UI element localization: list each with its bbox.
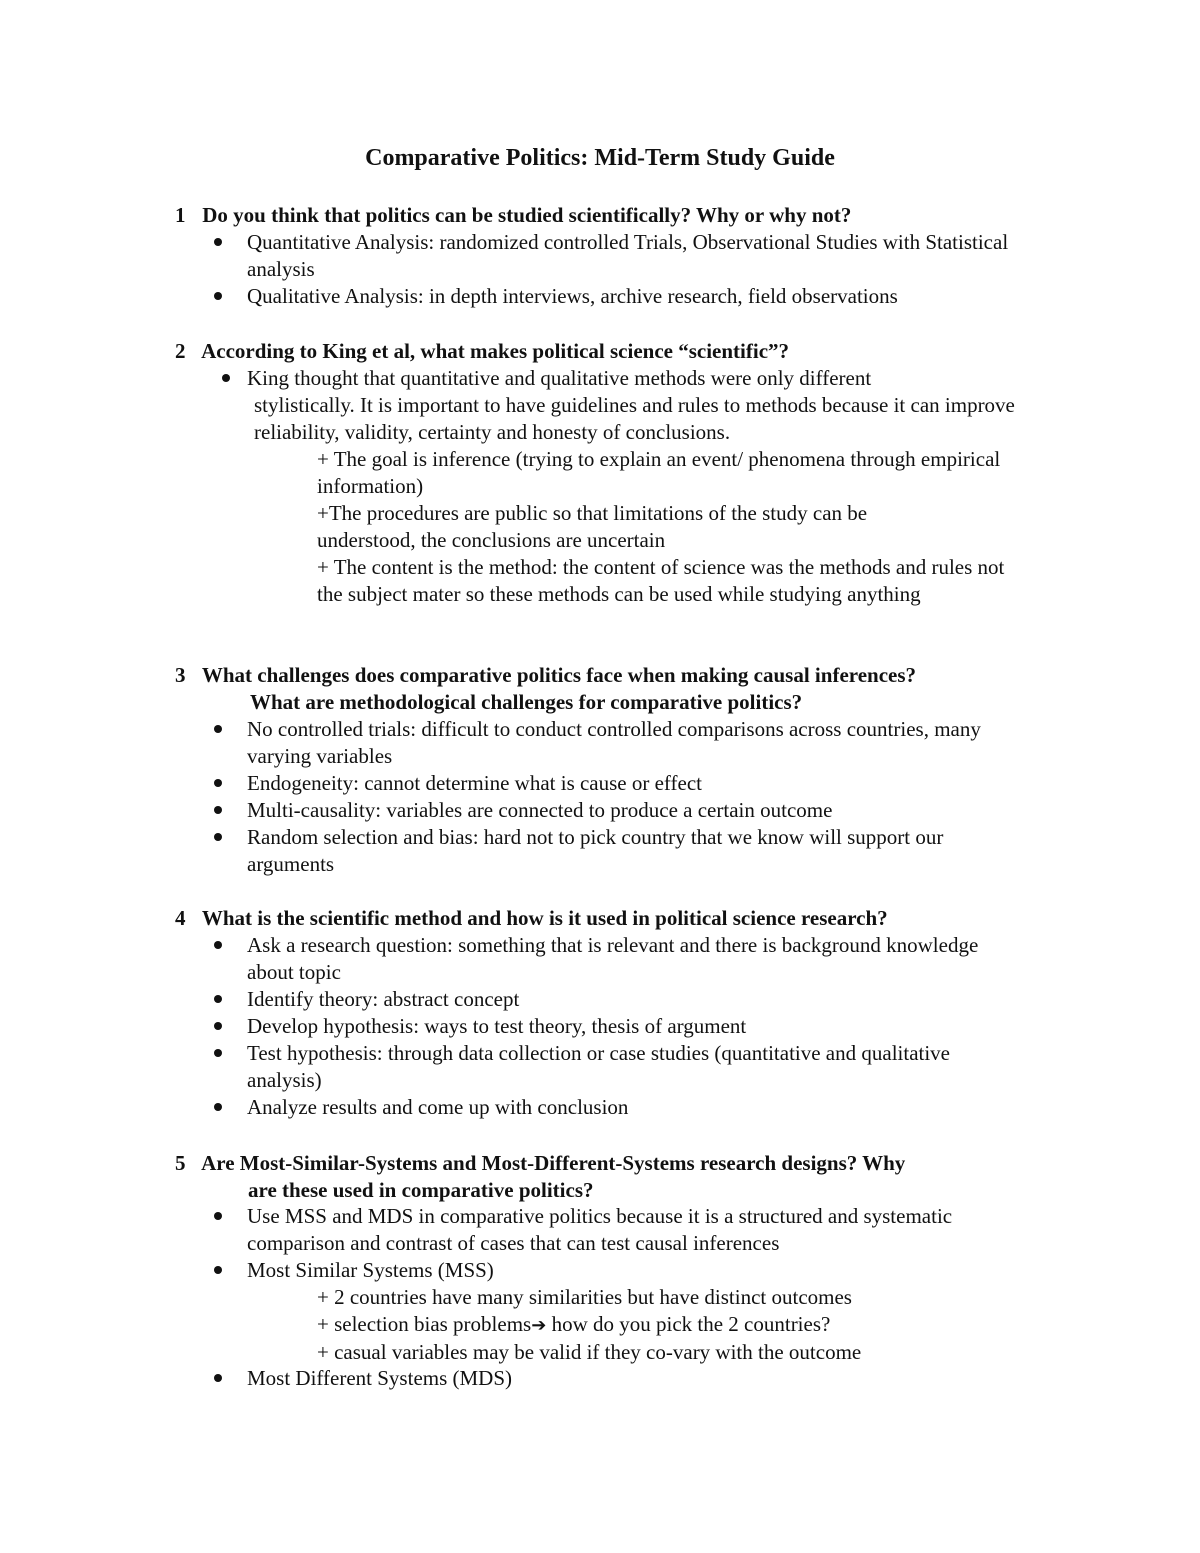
question-text-line-2: are these used in comparative politics? [248, 1178, 594, 1202]
question-text: According to King et al, what makes political science “scientific”? [201, 339, 790, 363]
bullet-icon [214, 806, 222, 814]
list-item: Most Different Systems (MDS) [247, 1365, 1047, 1392]
question-5-answers [247, 1203, 967, 1284]
question-2-answer [247, 365, 1047, 446]
sub-point: + casual variables may be valid if they co-vary with the outcome [317, 1340, 862, 1364]
list-item: Multi-causality: variables are connected to produce a certain outcome [247, 797, 1027, 824]
list-item: Use MSS and MDS in comparative politics because it is a structured and systematic comparison and contrast of cases that can test causal inferences [247, 1203, 967, 1257]
question-5-subpoints [317, 1284, 1037, 1366]
answer-first-line: King thought that quantitative and qualitative methods were only different [247, 366, 872, 390]
list-item: Random selection and bias: hard not to pick country that we know will support our arguments [247, 824, 1007, 878]
bullet-icon [222, 374, 230, 382]
question-text-line-2: What are methodological challenges for comparative politics? [250, 690, 803, 714]
question-4-answers [247, 932, 987, 1121]
list-item: Most Similar Systems (MSS) [247, 1257, 967, 1284]
question-number: 5 [175, 1151, 186, 1175]
question-2 [175, 338, 1075, 365]
list-item: Endogeneity: cannot determine what is cause or effect [247, 770, 1027, 797]
bullet-icon [214, 941, 222, 949]
sub-point: + The content is the method: the content of science was the methods and rules not the subject mater so these methods can be used while studying anything [317, 555, 1005, 606]
list-item: Test hypothesis: through data collection or case studies (quantitative and qualitative analysis) [247, 1040, 957, 1094]
bullet-icon [214, 1022, 222, 1030]
bullet-icon [214, 1212, 222, 1220]
bullet-icon [214, 1374, 222, 1382]
list-item: Ask a research question: something that is relevant and there is background knowledge about topic [247, 932, 987, 986]
arrow-right-icon: ➔ [531, 1315, 547, 1335]
bullet-icon [214, 833, 222, 841]
bullet-icon [214, 725, 222, 733]
sub-point: + selection bias problems➔ how do you pick the 2 countries? [317, 1312, 831, 1336]
question-5-answers-continued [247, 1365, 1047, 1392]
question-3-answers [247, 716, 1027, 878]
question-number: 4 [175, 906, 186, 930]
document-title: Comparative Politics: Mid-Term Study Guide [365, 145, 835, 171]
bullet-icon [214, 1103, 222, 1111]
question-4 [175, 905, 1075, 932]
question-number: 1 [175, 203, 186, 227]
bullet-icon [214, 1266, 222, 1274]
question-5 [175, 1150, 1075, 1204]
sub-point: +The procedures are public so that limitations of the study can be understood, the conclusions are uncertain [317, 501, 868, 552]
sub-point: + The goal is inference (trying to explain an event/ phenomena through empirical information) [317, 447, 1001, 498]
list-item: Quantitative Analysis: randomized controlled Trials, Observational Studies with Statistical analysis [247, 229, 1047, 283]
question-text-line-1: Are Most-Similar-Systems and Most-Different-Systems research designs? Why [201, 1151, 906, 1175]
bullet-icon [214, 238, 222, 246]
bullet-icon [214, 779, 222, 787]
list-item: Identify theory: abstract concept [247, 986, 987, 1013]
question-text-line-1: What challenges does comparative politics face when making causal inferences? [201, 663, 917, 687]
bullet-icon [214, 292, 222, 300]
question-number: 2 [175, 339, 186, 363]
question-3 [175, 662, 1075, 716]
bullet-icon [214, 1049, 222, 1057]
list-item: Analyze results and come up with conclusion [247, 1094, 987, 1121]
sub-point: + 2 countries have many similarities but have distinct outcomes [317, 1285, 852, 1309]
answer-continuation: stylistically. It is important to have guidelines and rules to methods because it can improve reliability, validity, certainty and honesty of conclusions. [254, 393, 1015, 444]
list-item: No controlled trials: difficult to conduct controlled comparisons across countries, many varying variables [247, 716, 1027, 770]
question-2-subpoints [317, 446, 1037, 608]
question-text: What is the scientific method and how is it used in political science research? [201, 906, 888, 930]
question-text: Do you think that politics can be studied scientifically? Why or why not? [202, 203, 852, 227]
question-1-answers [247, 229, 1047, 310]
question-1 [175, 202, 1075, 229]
question-number: 3 [175, 663, 186, 687]
list-item: Qualitative Analysis: in depth interviews, archive research, field observations [247, 283, 1047, 310]
list-item: Develop hypothesis: ways to test theory, thesis of argument [247, 1013, 987, 1040]
bullet-icon [214, 995, 222, 1003]
